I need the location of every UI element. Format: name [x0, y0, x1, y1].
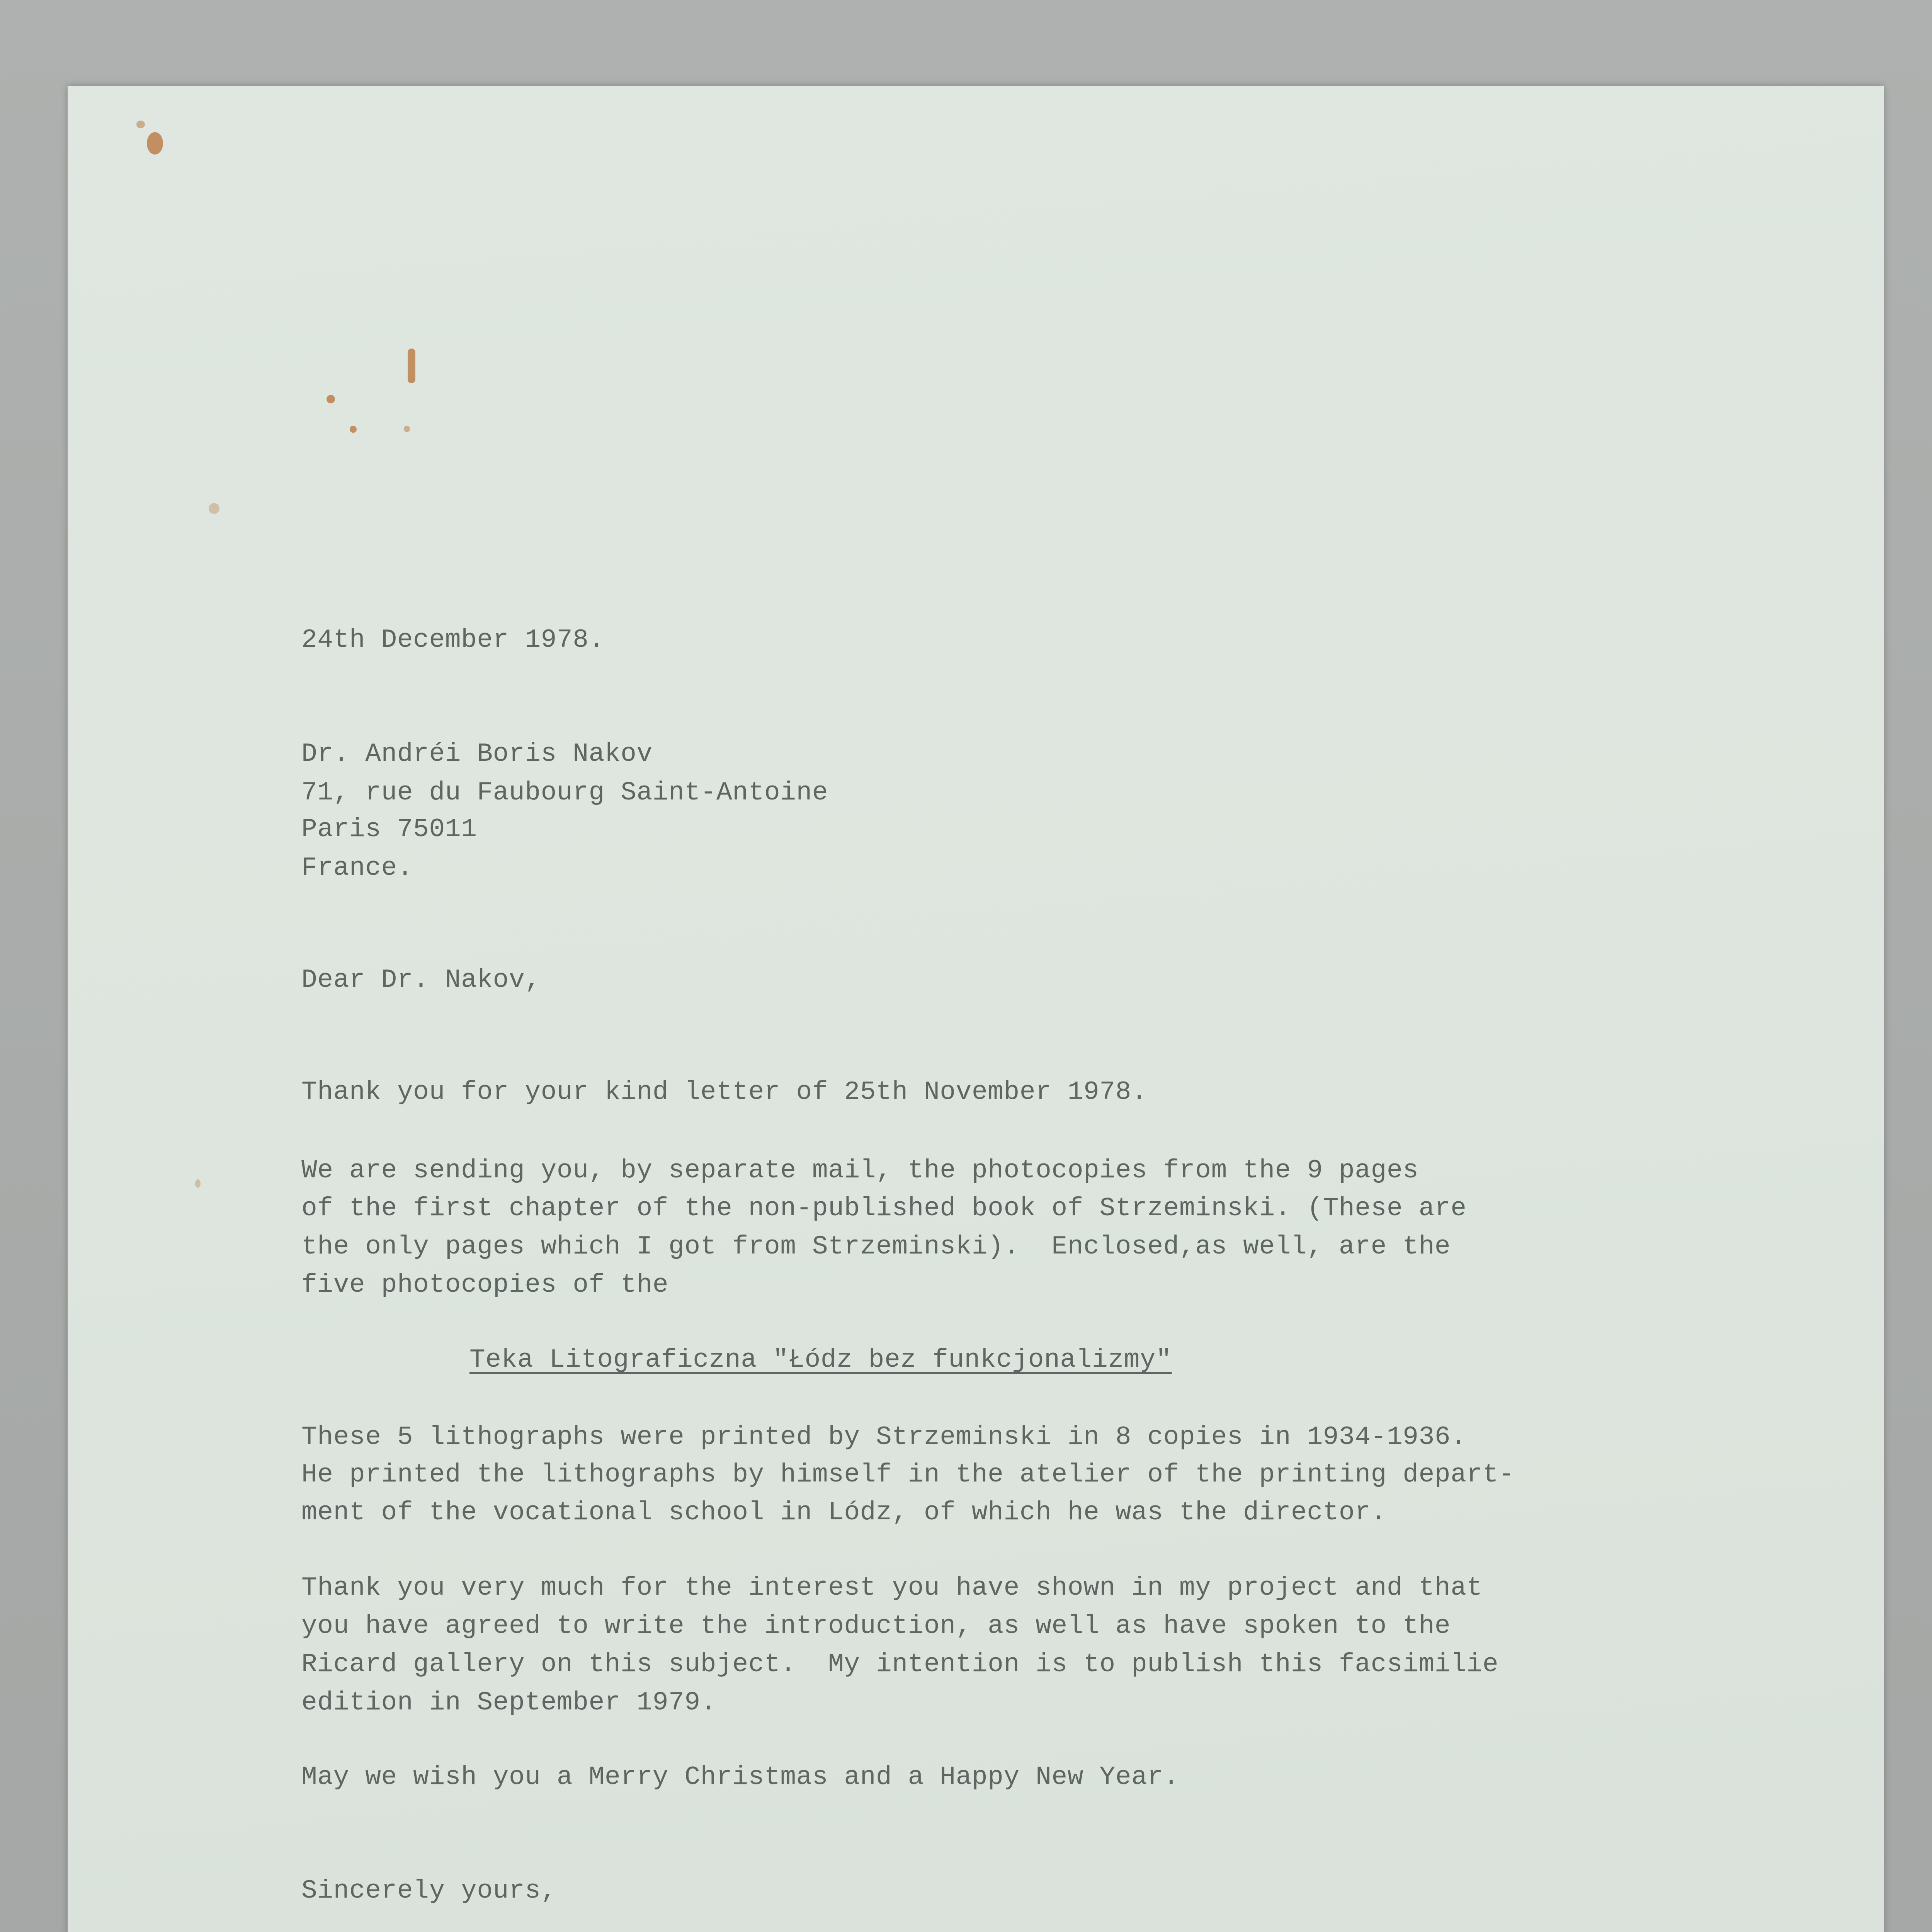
address-line: France.	[301, 853, 413, 883]
paragraph-line: of the first chapter of the non-published book of Strzeminski. (These are	[301, 1194, 1467, 1223]
paragraph-line: five photocopies of the	[301, 1270, 669, 1300]
rust-stain	[350, 426, 357, 433]
salutation: Dear Dr. Nakov,	[301, 965, 541, 995]
paragraph-line: the only pages which I got from Strzeminski). Enclosed,as well, are the	[301, 1232, 1451, 1262]
address-line: 71, rue du Faubourg Saint-Antoine	[301, 778, 828, 808]
rust-stain	[327, 395, 335, 403]
paragraph-line: Thank you for your kind letter of 25th November 1978.	[301, 1077, 1148, 1107]
address-line: Paris 75011	[301, 815, 477, 844]
rust-stain	[136, 121, 145, 128]
paragraph-line: you have agreed to write the introduction, as well as have spoken to the	[301, 1611, 1451, 1641]
paragraph-line: May we wish you a Merry Christmas and a Happy New Year.	[301, 1762, 1179, 1792]
paragraph-line: edition in September 1979.	[301, 1688, 716, 1718]
rust-stain	[408, 349, 415, 383]
paragraph-line: Ricard gallery on this subject. My intention is to publish this facsimilie	[301, 1650, 1498, 1679]
paragraph-line: ment of the vocational school in Lódz, of which he was the director.	[301, 1498, 1387, 1527]
paragraph-line: These 5 lithographs were printed by Strzeminski in 8 copies in 1934-1936.	[301, 1422, 1467, 1452]
closing: Sincerely yours,	[301, 1876, 557, 1906]
paragraph-line: He printed the lithographs by himself in the atelier of the printing depart-	[301, 1460, 1515, 1490]
rust-stain	[209, 503, 219, 514]
paragraph-line: We are sending you, by separate mail, the photocopies from the 9 pages	[301, 1156, 1419, 1185]
paragraph-line: Thank you very much for the interest you have shown in my project and that	[301, 1573, 1483, 1603]
rust-stain	[404, 426, 410, 432]
rust-stain	[195, 1179, 201, 1188]
portfolio-title: Teka Litograficzna "Łódz bez funkcjonalizmy"	[469, 1345, 1172, 1375]
rust-stain	[147, 132, 163, 155]
address-line: Dr. Andréi Boris Nakov	[301, 739, 653, 769]
letter-date: 24th December 1978.	[301, 625, 605, 655]
letter-sheet	[68, 86, 1884, 1932]
